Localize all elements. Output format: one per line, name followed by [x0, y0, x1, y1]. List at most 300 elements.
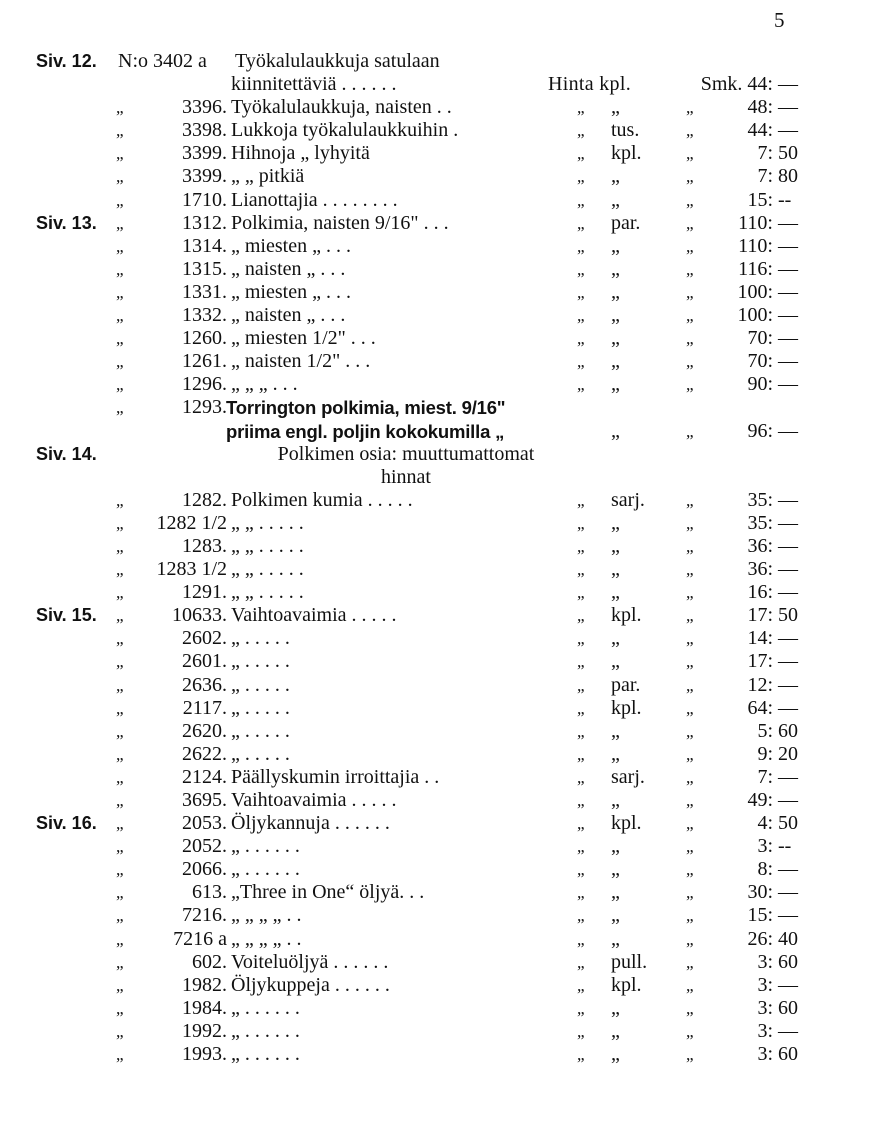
ditto-mark: „ [686, 329, 694, 349]
item-description: „ . . . . . [231, 719, 290, 742]
section-label: Siv. 16. [36, 813, 97, 834]
price-marks: 35: [747, 511, 773, 534]
item-number: 602. [192, 950, 227, 973]
catalog-row [0, 535, 879, 558]
item-description: „ . . . . . . [231, 858, 300, 881]
price-pennies: — [778, 1019, 798, 1042]
catalog-row [0, 558, 879, 581]
catalog-row [0, 396, 879, 419]
price-marks: 90: [747, 373, 773, 396]
ditto-mark: „ [686, 167, 694, 187]
unit: „ [611, 996, 620, 1019]
unit: „ [611, 327, 620, 350]
price-marks: 5: [757, 719, 773, 742]
price-marks: 100: [737, 304, 773, 327]
item-description: Torrington polkimia, miest. 9/16" [226, 397, 506, 419]
item-description: kiinnitettäviä . . . . . . [231, 73, 397, 96]
ditto-mark: „ [577, 236, 585, 256]
item-description: „ . . . . . [231, 696, 290, 719]
ditto-mark: „ [577, 213, 585, 233]
item-description: Työkalulaukkuja satulaan [235, 50, 440, 72]
price-marks: 7: [757, 765, 773, 788]
unit: „ [611, 534, 620, 557]
price-pennies: — [778, 973, 798, 996]
catalog-row [0, 373, 879, 396]
catalog-row [0, 789, 879, 812]
unit: „ [611, 165, 620, 188]
item-number: 1312. [182, 211, 227, 234]
catalog-row [0, 951, 879, 974]
price-marks: 3: [757, 973, 773, 996]
item-description: Voiteluöljyä . . . . . . [231, 950, 389, 973]
price-pennies: 40 [778, 927, 798, 950]
price-pennies: — [778, 304, 798, 327]
ditto-mark: „ [577, 121, 585, 141]
item-description: „ . . . . . . [231, 1019, 300, 1042]
ditto-mark: „ [116, 883, 124, 903]
item-number: 1984. [182, 996, 227, 1019]
price-marks: 17: [747, 650, 773, 673]
ditto-mark: „ [116, 536, 124, 556]
ditto-mark: „ [686, 1045, 694, 1065]
item-description: „ „ „ „ . . [231, 927, 302, 950]
price-marks: 3: [757, 835, 773, 858]
ditto-mark: „ [577, 698, 585, 718]
unit: „ [611, 581, 620, 604]
ditto-mark: „ [577, 98, 585, 118]
catalog-row [0, 142, 879, 165]
item-number: 1283 1/2 [156, 558, 227, 581]
price-marks: 16: [747, 581, 773, 604]
catalog-row [0, 281, 879, 304]
ditto-mark: „ [577, 560, 585, 580]
item-description: „ miesten „ . . . [231, 234, 351, 257]
ditto-mark: „ [686, 629, 694, 649]
ditto-mark: „ [686, 952, 694, 972]
unit: „ [611, 789, 620, 811]
item-description: hinnat [381, 465, 431, 488]
item-description: „ . . . . . . [231, 835, 300, 858]
catalog-row [0, 466, 879, 489]
ditto-mark: „ [116, 490, 124, 510]
price-marks: 49: [747, 789, 773, 811]
item-number: 1982. [182, 973, 227, 996]
ditto-mark: „ [577, 721, 585, 741]
unit: sarj. [611, 488, 645, 511]
price-pennies: 60 [778, 950, 798, 973]
ditto-mark: „ [686, 259, 694, 279]
ditto-mark: „ [577, 167, 585, 187]
price-marks: 36: [747, 558, 773, 581]
item-description: priima engl. poljin kokokumilla „ [226, 420, 505, 442]
ditto-mark: „ [116, 282, 124, 302]
ditto-mark: „ [686, 975, 694, 995]
unit: sarj. [611, 765, 645, 788]
price-marks: 70: [747, 327, 773, 350]
price-pennies: — [778, 650, 798, 673]
price-pennies: — [778, 350, 798, 373]
ditto-mark: „ [686, 837, 694, 857]
price-marks: 116: [738, 257, 773, 280]
ditto-mark: „ [116, 814, 124, 834]
price-marks: 8: [757, 858, 773, 881]
catalog-row [0, 743, 879, 766]
ditto-mark: „ [686, 1021, 694, 1041]
item-description: Polkimia, naisten 9/16" . . . [231, 211, 449, 234]
catalog-row [0, 720, 879, 743]
ditto-mark: „ [686, 791, 694, 810]
item-description: „ „ . . . . . [231, 558, 304, 581]
ditto-mark: „ [577, 975, 585, 995]
item-number: 613. [192, 881, 227, 904]
ditto-mark: „ [116, 213, 124, 233]
ditto-mark: „ [686, 306, 694, 326]
price-marks: 15: [747, 188, 773, 211]
ditto-mark: „ [577, 767, 585, 787]
item-description: „Three in One“ öljyä. . . [231, 881, 425, 904]
ditto-mark: „ [577, 952, 585, 972]
item-description: „ „ . . . . . [231, 534, 304, 557]
ditto-mark: „ [116, 606, 124, 626]
item-description: Vaihtoavaimia . . . . . [231, 604, 397, 627]
unit: kpl. [611, 142, 642, 165]
price-pennies: — [778, 858, 798, 881]
ditto-mark: „ [577, 1045, 585, 1065]
item-number: 3396. [182, 96, 227, 119]
ditto-mark: „ [686, 121, 694, 141]
catalog-row [0, 350, 879, 373]
item-number: 1332. [182, 304, 227, 327]
ditto-mark: „ [577, 490, 585, 510]
item-description: „ „ pitkiä [231, 165, 305, 188]
ditto-mark: „ [577, 190, 585, 210]
item-description: Hihnoja „ lyhyitä [231, 142, 370, 165]
ditto-mark: „ [686, 375, 694, 395]
ditto-mark: „ [577, 998, 585, 1018]
price-marks: 3: [757, 950, 773, 973]
item-description: Öljykannuja . . . . . . [231, 812, 390, 835]
price-pennies: 50 [778, 812, 798, 835]
unit: „ [611, 835, 620, 858]
catalog-row [0, 489, 879, 512]
item-number: N:o 3402 a [118, 50, 207, 72]
price-marks: 15: [747, 904, 773, 927]
ditto-mark: „ [577, 652, 585, 672]
ditto-mark: „ [116, 791, 124, 810]
unit: par. [611, 211, 641, 234]
catalog-row [0, 766, 879, 789]
unit: „ [611, 96, 620, 119]
item-number: 1331. [182, 280, 227, 303]
price-pennies: — [778, 904, 798, 927]
catalog-row [0, 835, 879, 858]
item-number: 1296. [182, 373, 227, 396]
price-marks: 17: [747, 604, 773, 627]
ditto-mark: „ [116, 744, 124, 764]
ditto-mark: „ [116, 167, 124, 187]
item-number: 1293. [182, 396, 227, 419]
price-pennies: — [778, 534, 798, 557]
item-number: 2117. [182, 696, 227, 719]
unit: „ [611, 304, 620, 327]
item-number: 2602. [182, 627, 227, 650]
catalog-row [0, 1043, 879, 1066]
item-description: „ „ „ . . . [231, 373, 298, 396]
ditto-mark: „ [686, 721, 694, 741]
price-marks: 4: [757, 812, 773, 835]
item-number: 1315. [182, 257, 227, 280]
item-number: 1260. [182, 327, 227, 350]
price-pennies: — [778, 327, 798, 350]
ditto-mark: „ [686, 352, 694, 372]
catalog-row [0, 974, 879, 997]
catalog-row [0, 73, 879, 96]
item-description: Vaihtoavaimia . . . . . [231, 789, 397, 811]
unit: kpl. [611, 604, 642, 627]
item-description: „ miesten „ . . . [231, 280, 351, 303]
catalog-row [0, 512, 879, 535]
ditto-mark: „ [116, 398, 124, 418]
unit: „ [611, 927, 620, 950]
ditto-mark: „ [686, 282, 694, 302]
ditto-mark: „ [116, 629, 124, 649]
price-pennies: 60 [778, 719, 798, 742]
catalog-row [0, 1020, 879, 1043]
price-marks: 3: [757, 1043, 773, 1066]
item-description: Työkalulaukkuja, naisten . . [231, 96, 452, 119]
ditto-mark: „ [686, 98, 694, 118]
price-list [0, 50, 879, 1066]
price-marks: 14: [747, 627, 773, 650]
ditto-mark: „ [686, 213, 694, 233]
price-pennies: — [778, 280, 798, 303]
item-number: 1282 1/2 [156, 511, 227, 534]
price-marks: 30: [747, 881, 773, 904]
price-pennies: — [778, 511, 798, 534]
ditto-mark: „ [116, 306, 124, 326]
price-pennies: -- [778, 188, 792, 211]
section-label: Siv. 13. [36, 212, 97, 233]
catalog-row [0, 881, 879, 904]
item-description: „ . . . . . [231, 742, 290, 765]
price-marks: 7: [757, 142, 773, 165]
item-number: 1993. [182, 1043, 227, 1066]
unit: „ [611, 742, 620, 765]
item-number: 1282. [182, 488, 227, 511]
price-marks: 12: [747, 673, 773, 696]
page-number: 5 [774, 8, 785, 32]
price-pennies: — [778, 789, 798, 811]
ditto-mark: „ [686, 606, 694, 626]
item-number: 2620. [182, 719, 227, 742]
ditto-mark: „ [116, 259, 124, 279]
ditto-mark: „ [577, 675, 585, 695]
ditto-mark: „ [686, 860, 694, 880]
unit: kpl. [611, 973, 642, 996]
ditto-mark: „ [116, 952, 124, 972]
price-pennies: — [778, 211, 798, 234]
ditto-mark: „ [577, 306, 585, 326]
unit: „ [611, 858, 620, 881]
catalog-row [0, 650, 879, 673]
ditto-mark: „ [116, 998, 124, 1018]
unit: kpl. [611, 812, 642, 835]
price-marks: 44: [747, 119, 773, 142]
section-label: Siv. 15. [36, 605, 97, 626]
price-pennies: — [778, 419, 798, 442]
price-marks: 96: [747, 419, 773, 442]
price-pennies: — [778, 96, 798, 119]
price-pennies: 80 [778, 165, 798, 188]
unit: kpl. [611, 696, 642, 719]
ditto-mark: „ [686, 560, 694, 580]
ditto-mark: „ [116, 329, 124, 349]
price-marks: 7: [757, 165, 773, 188]
ditto-mark: „ [686, 490, 694, 510]
price-pennies: — [778, 558, 798, 581]
ditto-mark: „ [686, 998, 694, 1018]
item-description: Polkimen kumia . . . . . [231, 488, 413, 511]
item-number: 2066. [182, 858, 227, 881]
ditto-mark: „ [116, 906, 124, 926]
price-marks: 70: [747, 350, 773, 373]
ditto-mark: „ [577, 583, 585, 603]
section-label: Siv. 14. [36, 443, 97, 464]
ditto-mark: „ [116, 767, 124, 787]
item-number: 3398. [182, 119, 227, 142]
unit: „ [611, 350, 620, 373]
price-marks: 48: [747, 96, 773, 119]
ditto-mark: „ [116, 721, 124, 741]
unit: „ [611, 280, 620, 303]
price-pennies: 20 [778, 742, 798, 765]
price-marks: 35: [747, 488, 773, 511]
item-number: 3399. [182, 165, 227, 188]
price-pennies: — [778, 627, 798, 650]
ditto-mark: „ [577, 513, 585, 533]
item-number: 2124. [182, 765, 227, 788]
ditto-mark: „ [686, 190, 694, 210]
ditto-mark: „ [116, 375, 124, 395]
catalog-row [0, 997, 879, 1020]
ditto-mark: „ [577, 791, 585, 810]
item-description: „ naisten „ . . . [231, 257, 346, 280]
ditto-mark: „ [116, 144, 124, 164]
ditto-mark: „ [686, 652, 694, 672]
ditto-mark: „ [116, 698, 124, 718]
catalog-row [0, 674, 879, 697]
ditto-mark: „ [686, 536, 694, 556]
section-label: Siv. 12. [36, 51, 97, 71]
unit: „ [611, 558, 620, 581]
catalog-row [0, 443, 879, 466]
ditto-mark: „ [116, 190, 124, 210]
price-marks: 64: [747, 696, 773, 719]
ditto-mark: „ [116, 675, 124, 695]
ditto-mark: „ [116, 236, 124, 256]
ditto-mark: „ [577, 606, 585, 626]
price-pennies: — [778, 373, 798, 396]
item-number: 1291. [182, 581, 227, 604]
price-pennies: — [778, 881, 798, 904]
price-pennies: -- [778, 835, 792, 858]
unit: „ [611, 650, 620, 673]
unit: „ [611, 627, 620, 650]
ditto-mark: „ [686, 698, 694, 718]
item-description: „ „ . . . . . [231, 581, 304, 604]
price-marks: 3: [757, 1019, 773, 1042]
item-number: 2636. [182, 673, 227, 696]
ditto-mark: „ [116, 837, 124, 857]
price-pennies: — [778, 696, 798, 719]
ditto-mark: „ [577, 814, 585, 834]
unit: „ [611, 234, 620, 257]
price-marks: 9: [757, 742, 773, 765]
catalog-row [0, 304, 879, 327]
item-number: 2601. [182, 650, 227, 673]
item-description: Polkimen osia: muuttumattomat [277, 442, 535, 465]
ditto-mark: „ [116, 98, 124, 118]
price-pennies: 60 [778, 1043, 798, 1066]
ditto-mark: „ [116, 860, 124, 880]
ditto-mark: „ [577, 629, 585, 649]
ditto-mark: „ [116, 583, 124, 603]
price-marks: 100: [737, 280, 773, 303]
ditto-mark: „ [577, 352, 585, 372]
item-description: „ „ „ „ . . [231, 904, 302, 927]
ditto-mark: „ [116, 929, 124, 949]
price-marks: 26: [747, 927, 773, 950]
price-pennies: — [778, 119, 798, 142]
ditto-mark: „ [686, 744, 694, 764]
ditto-mark: „ [116, 513, 124, 533]
ditto-mark: „ [686, 883, 694, 903]
price-marks: 110: [738, 234, 773, 257]
catalog-row [0, 627, 879, 650]
unit: „ [611, 881, 620, 904]
catalog-row [0, 697, 879, 720]
price-pennies: — [778, 673, 798, 696]
catalog-row [0, 420, 879, 443]
catalog-row [0, 858, 879, 881]
catalog-row [0, 928, 879, 951]
item-description: „ naisten „ . . . [231, 304, 346, 327]
item-description: „ . . . . . [231, 673, 290, 696]
item-number: 1710. [182, 188, 227, 211]
item-description: „ . . . . . . [231, 1043, 300, 1066]
item-number: 7216. [182, 904, 227, 927]
price-pennies: 60 [778, 996, 798, 1019]
unit: par. [611, 673, 641, 696]
unit: „ [611, 1043, 620, 1066]
ditto-mark: „ [577, 1021, 585, 1041]
ditto-mark: „ [577, 883, 585, 903]
price-marks: 36: [747, 534, 773, 557]
ditto-mark: „ [686, 675, 694, 695]
ditto-mark: „ [686, 513, 694, 533]
item-number: 2053. [182, 812, 227, 835]
item-number: 7216 a [173, 927, 227, 950]
price-pennies: — [778, 488, 798, 511]
item-number: 2052. [182, 835, 227, 858]
ditto-mark: „ [577, 144, 585, 164]
item-description: „ . . . . . [231, 650, 290, 673]
ditto-mark: „ [116, 975, 124, 995]
unit: „ [611, 257, 620, 280]
ditto-mark: „ [577, 837, 585, 857]
item-number: 3695. [182, 789, 227, 811]
catalog-row [0, 189, 879, 212]
